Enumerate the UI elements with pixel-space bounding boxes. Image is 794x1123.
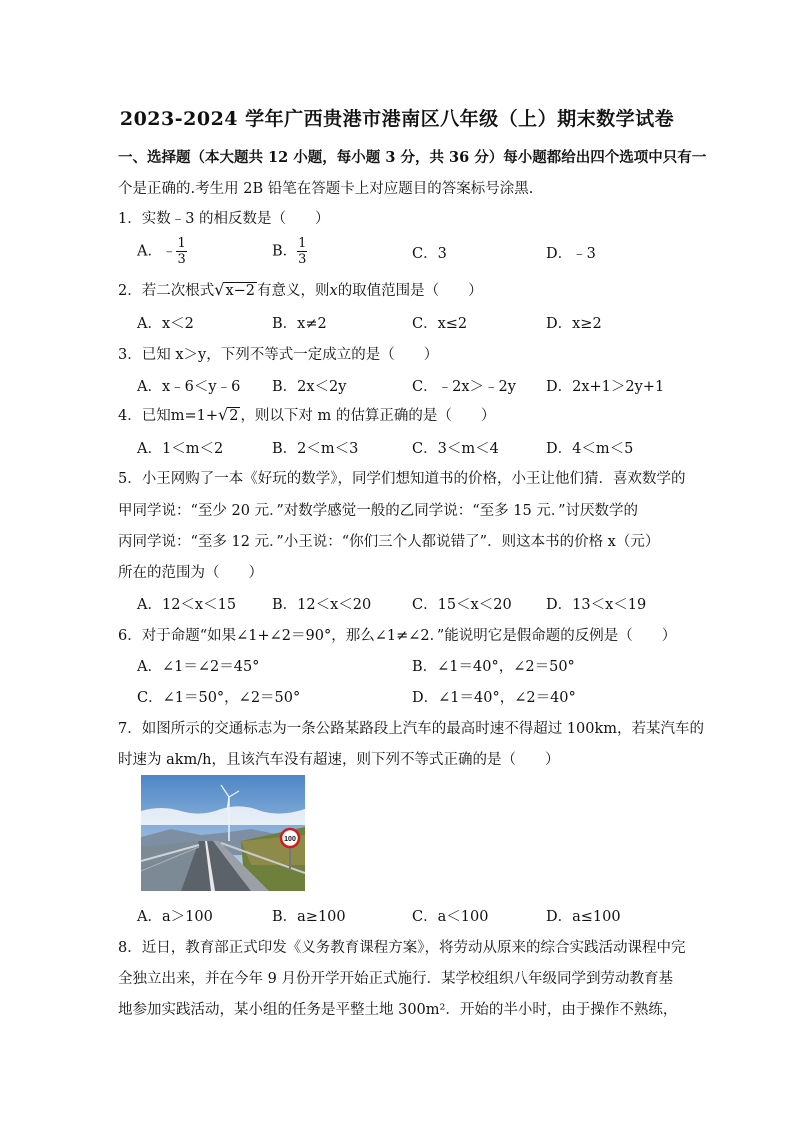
q7-line-2: 时速为 akm/h，且该汽车没有超速，则下列不等式正确的是（ ） [118,752,560,768]
q1-option-b-fraction [297,236,307,267]
radical-sign-icon: √ [218,405,229,424]
fraction-numerator: 1 [177,236,186,251]
q2-stem-mid: 有意义，则 [257,283,330,299]
q6-option-a: A．∠1＝∠2＝45° [137,659,260,675]
q1-option-d: D．﹣3 [546,246,596,262]
q2-option-a: A．x＜2 [137,316,194,332]
q6-option-d: D．∠1＝40°，∠2＝40° [412,690,576,706]
q5-option-d: D．13＜x＜19 [546,597,647,613]
traffic-sign-road-photo [141,775,305,891]
q7-line-1: 7．如图所示的交通标志为一条公路某路段上汽车的最高时速不得超过 100km，若某汽车的 [118,721,705,737]
radical-sign-icon: √ [214,280,225,299]
q2-stem-pre: 2．若二次根式 [118,283,215,299]
q4-radicand: 2 [229,408,239,424]
q6-option-b: B．∠1＝40°，∠2＝50° [412,659,575,675]
q8-line-3: 地参加实践活动，某小组的任务是平整土地 300m²．开始的半小时，由于操作不熟练， [118,1002,678,1018]
q6-stem: 6．对于命题“如果∠1+∠2＝90°，那么∠1≠∠2．”能说明它是假命题的反例是（ ） [118,628,677,644]
q1-option-a [137,236,187,267]
q8-line-2: 全独立出来，并在今年 9 月份开学开始正式施行．某学校组织八年级同学到劳动教育基 [118,971,673,987]
q4-stem-post: ，则以下对 m 的估算正确的是（ ） [240,408,496,424]
q7-option-b: B．a≥100 [272,909,346,925]
q2-radicand: x−2 [225,283,255,299]
q1-option-b-label: B． [272,243,298,260]
section-heading-line-2: 个是正确的.考生用 2B 铅笔在答题卡上对应题目的答案标号涂黑. [118,181,534,197]
q2-option-c: C．x≤2 [412,316,468,332]
q5-line-3: 丙同学说：“至多 12 元．”小王说：“你们三个人都说错了”．则这本书的价格 x（元） [118,534,660,550]
q3-option-d: D．2x+1＞2y+1 [546,379,665,395]
q3-option-b: B．2x＜2y [272,379,347,395]
fraction-numerator: 1 [298,236,307,251]
q2-option-b: B．x≠2 [272,316,327,332]
speed-limit-sign-text: 100 [284,836,296,843]
fraction-denominator: 3 [298,252,307,267]
q4-stem-pre: 4．已知m=1+ [118,408,218,424]
q5-option-a: A．12＜x＜15 [137,597,237,613]
q4-option-c: C．3＜m＜4 [412,441,499,457]
q1-option-c: C．3 [412,246,447,262]
section-heading-line-1: 一、选择题（本大题共 12 小题，每小题 3 分，共 36 分）每小题都给出四个选项中只有一 [118,149,707,166]
road-scene-illustration [141,775,305,891]
q4-option-b: B．2＜m＜3 [272,441,359,457]
q2-stem-post: 的取值范围是（ ） [337,283,483,299]
q7-option-d: D．a≤100 [546,909,621,925]
q7-option-c: C．a＜100 [412,909,489,925]
q5-line-4: 所在的范围为（ ） [118,565,263,581]
exam-title: 2023-2024 学年广西贵港市港南区八年级（上）期末数学试卷 [119,108,675,130]
q2-option-d: D．x≥2 [546,316,602,332]
q2-stem [118,279,688,300]
q5-option-b: B．12＜x＜20 [272,597,372,613]
q8-line-1: 8．近日，教育部正式印发《义务教育课程方案》，将劳动从原来的综合实践活动课程中完 [118,940,686,956]
q5-line-1: 5．小王网购了一本《好玩的数学》，同学们想知道书的价格，小王让他们猜．喜欢数学的 [118,471,686,487]
q5-line-2: 甲同学说：“至少 20 元．”对数学感觉一般的乙同学说：“至多 15 元．”讨厌数学的 [118,503,638,519]
q7-option-a: A．a＞100 [137,909,213,925]
q3-option-a: A．x﹣6＜y﹣6 [137,379,241,395]
fraction-denominator: 3 [177,252,186,267]
q4-stem [118,404,688,425]
q1-stem: 1．实数﹣3 的相反数是（ ） [118,211,330,227]
q1-option-a-label: A．﹣ [137,243,177,260]
q1-option-b [272,236,307,267]
q3-stem: 3．已知 x＞y，下列不等式一定成立的是（ ） [118,347,439,363]
q1-option-a-fraction [176,236,186,267]
q2-variable: x [329,283,338,299]
q3-option-c: C．﹣2x＞﹣2y [412,379,516,395]
q4-option-d: D．4＜m＜5 [546,441,634,457]
q6-option-c: C．∠1＝50°，∠2＝50° [137,690,301,706]
q4-option-a: A．1＜m＜2 [137,441,224,457]
q5-option-c: C．15＜x＜20 [412,597,512,613]
